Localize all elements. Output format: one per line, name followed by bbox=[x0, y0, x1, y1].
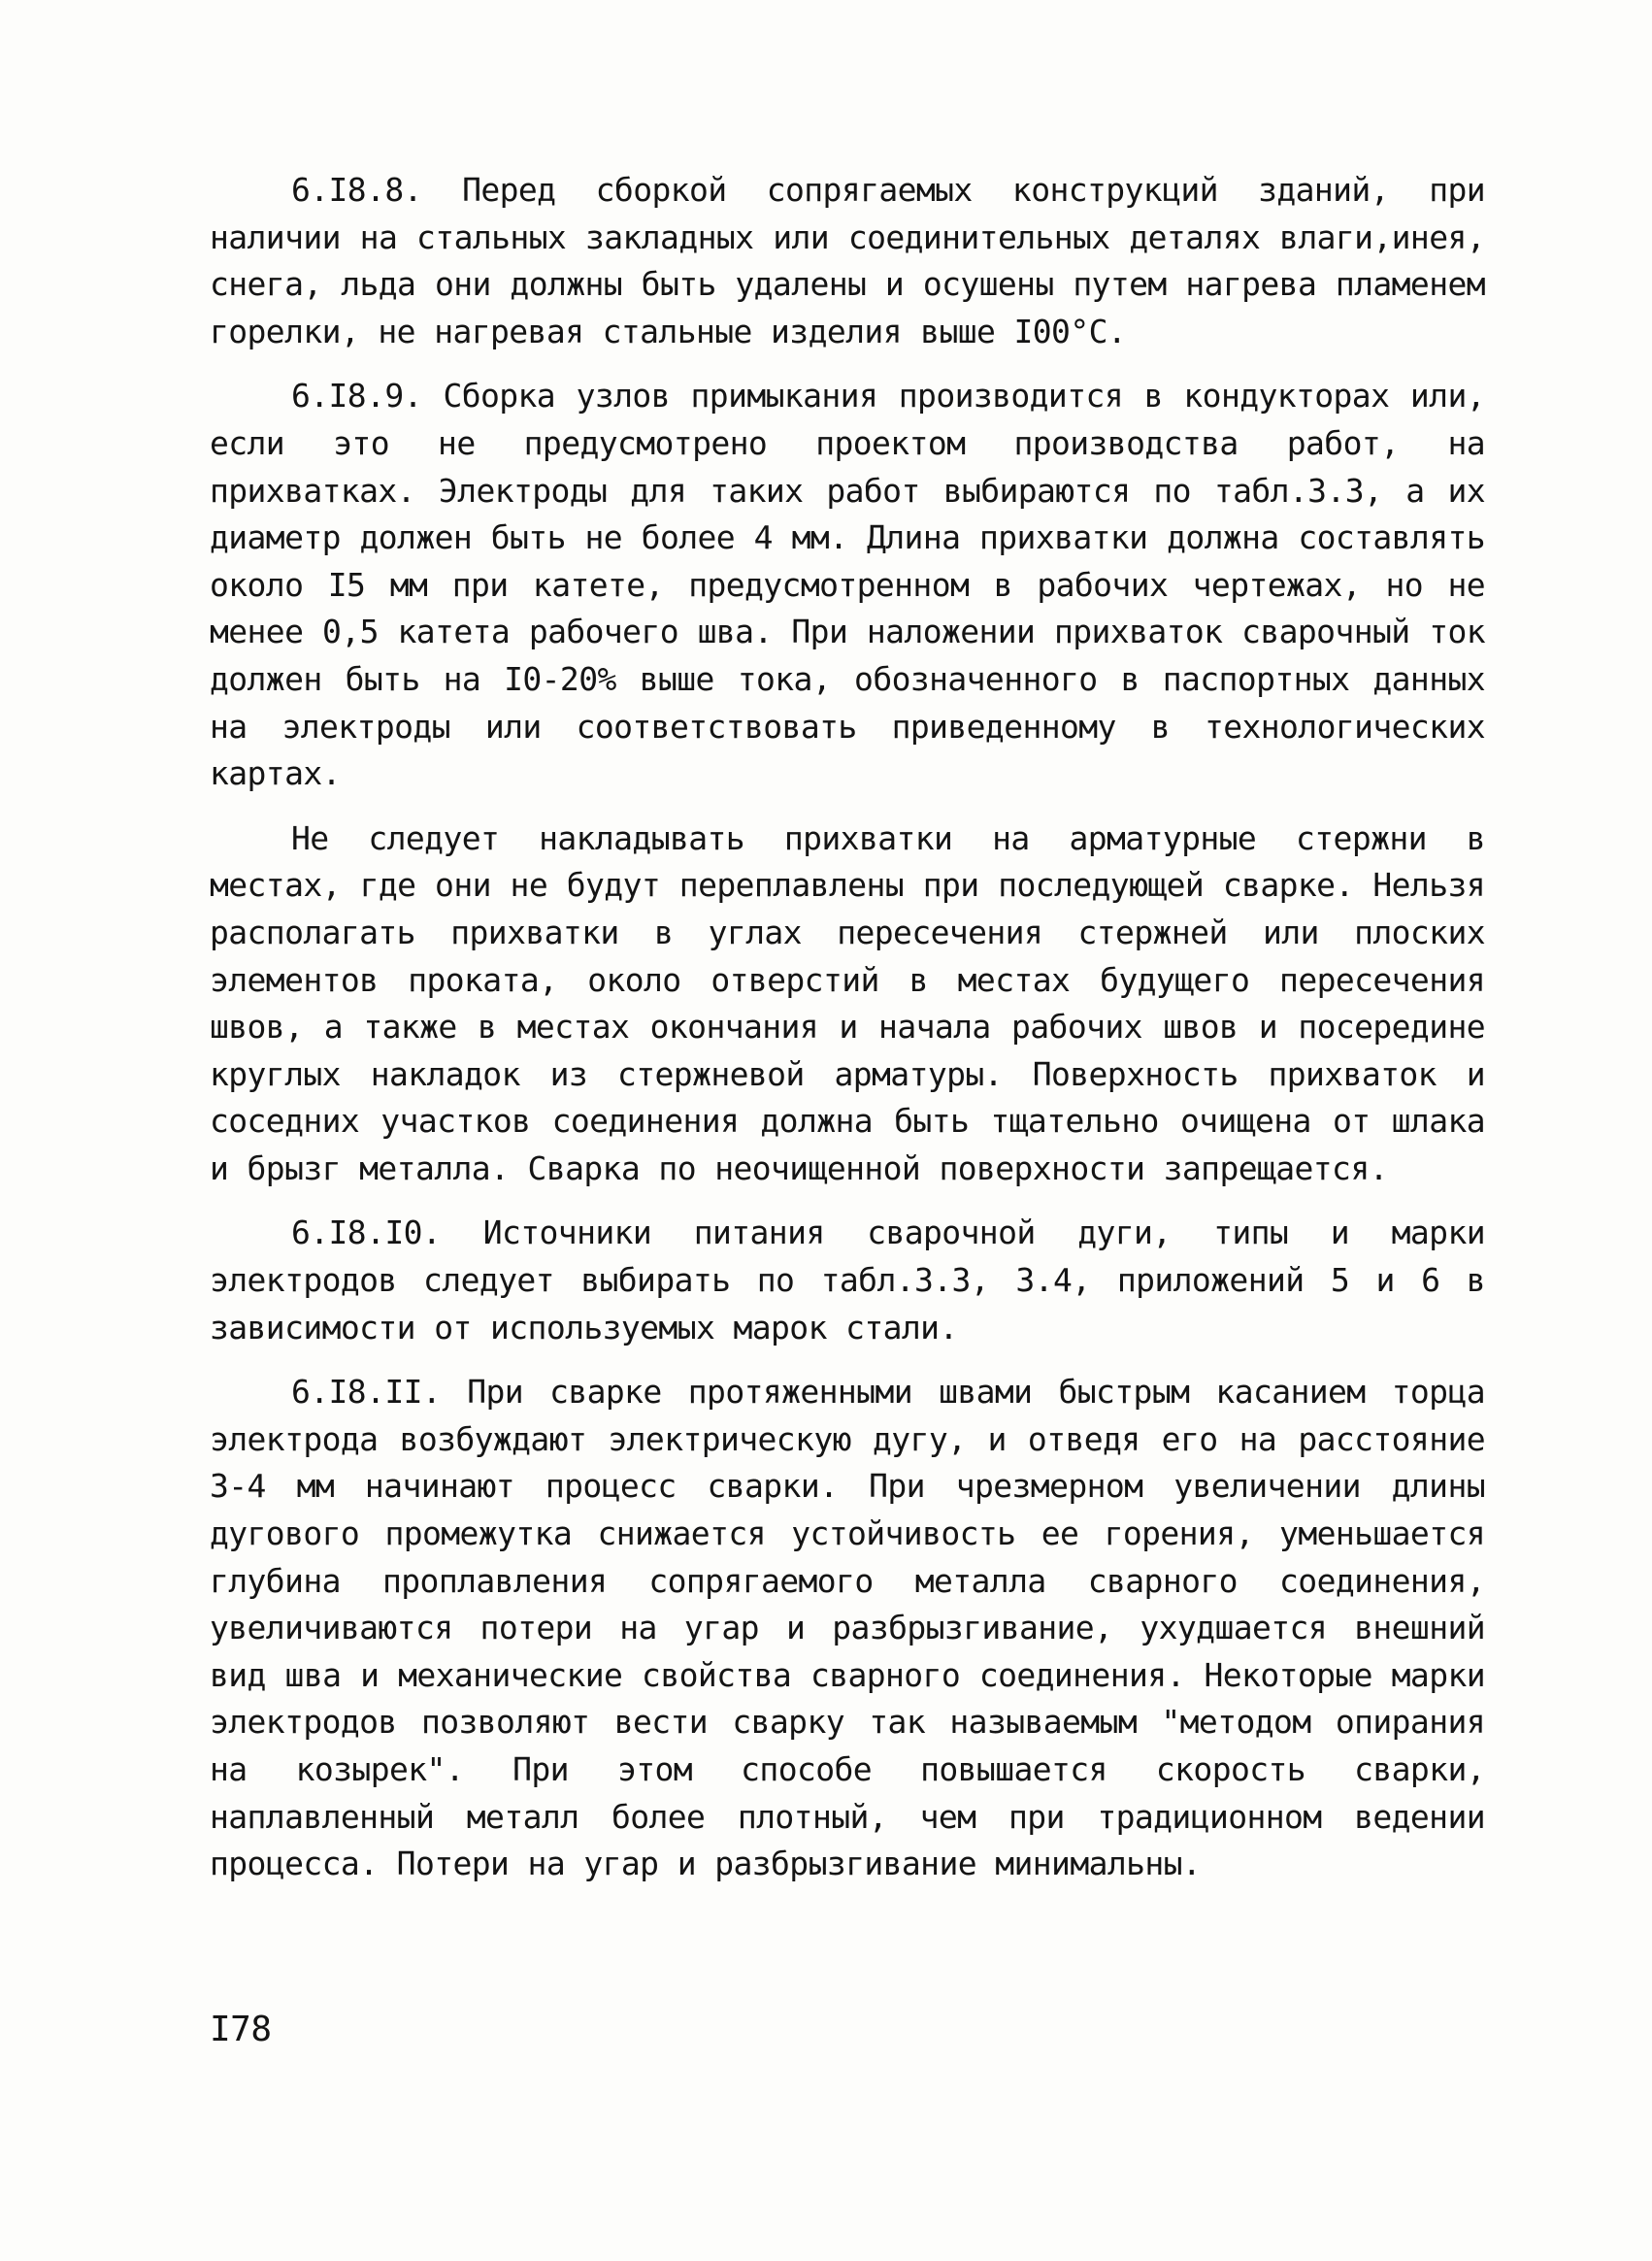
paragraph-6-18-10: 6.I8.I0. Источники питания сварочной дуги, типы и марки электродов следует выбирать по табл.3.3, 3.4, приложений 5 и 6 в зависимости от используемых марок стали. bbox=[210, 1214, 1485, 1347]
paragraph-6-18-9: 6.I8.9. Сборка узлов примыкания производится в кондукторах или, если это не предусмотрено проектом производства работ, на прихватках. Электроды для таких работ выбираются по табл.3.3, а их диаметр должен быть не более 4 мм. Длина прихватки должна составлять около I5 мм при катете, предусмотренном в рабочих чертежах, но не менее 0,5 катета рабочего шва. При наложении прихваток сварочный ток должен быть на I0-20% выше тока, обозначенного в паспортных данных на электроды или соответствовать приведенному в технологических картах. bbox=[210, 377, 1485, 793]
paragraph-6-18-11: 6.I8.II. При сварке протяженными швами быстрым касанием торца электрода возбуждают электрическую дугу, и отведя его на расстояние 3-4 мм начинают процесс сварки. При чрезмерном увеличении длины дугового промежутка снижается устойчивость ее горения, уменьшается глубина проплавления сопрягаемого металла сварного соединения, увеличиваются потери на угар и разбрызгивание, ухудшается внешний вид шва и механические свойства сварного соединения. Некоторые марки электродов позволяют вести сварку так называемым "методом опирания на козырек". При этом способе повышается скорость сварки, наплавленный металл более плотный, чем при традиционном ведении процесса. Потери на угар и разбрызгивание минимальны. bbox=[210, 1373, 1485, 1883]
paragraph-tack-rules: Не следует накладывать прихватки на арматурные стержни в местах, где они не будут переплавлены при последующей сварке. Нельзя располагать прихватки в углах пересечения стержней или плоских элементов проката, около отверстий в местах будущего пересечения швов, а также в местах окончания и начала рабочих швов и посередине круглых накладок из стержневой арматуры. Поверхность прихваток и соседних участков соединения должна быть тщательно очищена от шлака и брызг металла. Сварка по неочищенной поверхности запрещается. bbox=[210, 818, 1485, 1187]
paragraph-6-18-8: 6.I8.8. Перед сборкой сопрягаемых конструкций зданий, при наличии на стальных закладных или соединительных деталях влаги,инея, снега, льда они должны быть удалены и осушены путем нагрева пламенем горелки, не нагревая стальные изделия выше I00°С. bbox=[210, 171, 1485, 350]
body-text bbox=[210, 167, 1485, 1906]
page-number: I78 bbox=[210, 2010, 272, 2049]
